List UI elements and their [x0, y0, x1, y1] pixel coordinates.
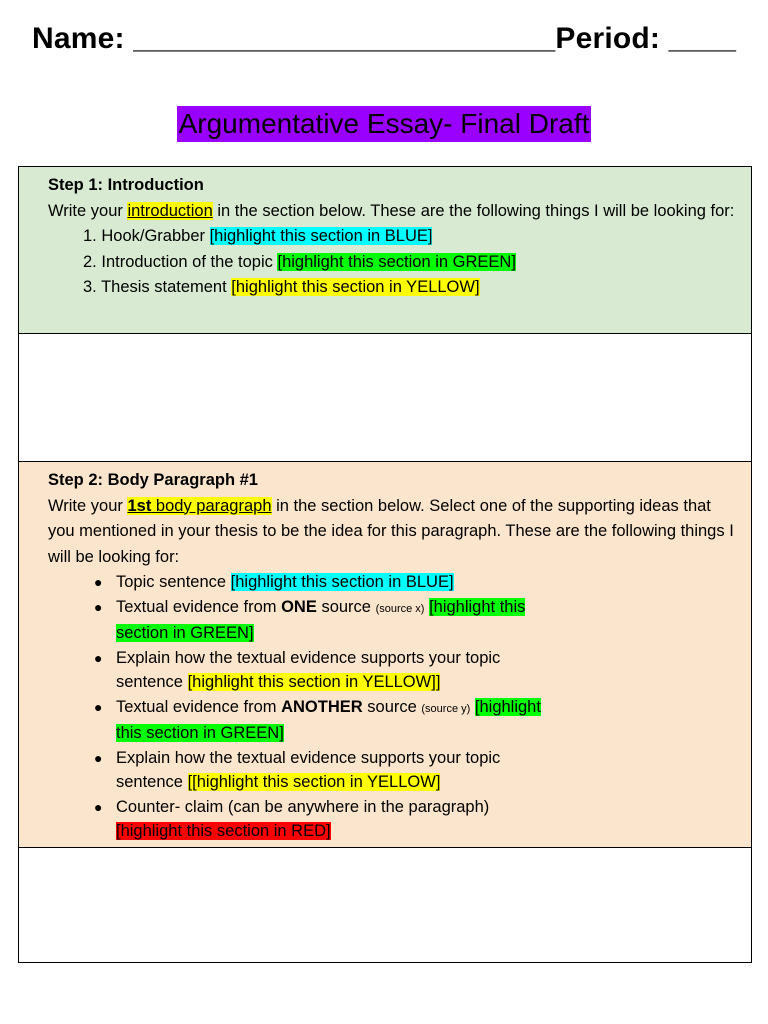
step1-list — [48, 224, 741, 301]
list-item: 3. Thesis statement [highlight this section in YELLOW] — [83, 278, 480, 296]
list-item: ● Explain how the textual evidence supports your topic sentence [highlight this section in YELLOW]] — [94, 648, 501, 691]
green-tag: [highlight — [474, 697, 541, 716]
step1-heading: Step 1: Introduction — [48, 176, 204, 194]
blue-tag: [highlight this section in BLUE] — [209, 227, 433, 245]
page-title: Argumentative Essay- Final Draft — [177, 106, 592, 142]
list-item: 2. Introduction of the topic [highlight this section in GREEN] — [83, 252, 516, 271]
list-item: 1. Hook/Grabber [highlight this section in BLUE] — [83, 227, 433, 245]
list-item: ● Topic sentence [highlight this section in BLUE] — [94, 573, 454, 591]
period-label: Period: ____ — [555, 22, 737, 55]
step1-answer-area[interactable] — [19, 334, 751, 462]
essay-table — [18, 166, 752, 963]
list-item: ● Textual evidence from ANOTHER source (source y) [highlight this section in GREEN] — [94, 697, 541, 742]
list-item: ● Explain how the textual evidence supports your topic sentence [[highlight this section in YELLOW] — [94, 748, 501, 791]
step2-heading: Step 2: Body Paragraph #1 — [48, 471, 258, 489]
body-paragraph-highlight: 1st body paragraph — [127, 496, 272, 515]
introduction-highlight: introduction — [127, 201, 213, 220]
blue-tag: [highlight this section in BLUE] — [230, 573, 454, 591]
red-tag: [highlight this section in RED] — [116, 822, 331, 840]
step2-intro: Write your 1st body paragraph in the section below. Select one of the supporting ideas that you mentioned in your thesis to be the idea for this paragraph. These are the following things I will be looking for: — [48, 496, 734, 566]
green-tag: [highlight this section in GREEN] — [277, 252, 516, 271]
title-wrap — [0, 106, 768, 142]
step2-instructions — [19, 462, 751, 848]
header — [32, 22, 737, 56]
yellow-tag: [highlight this section in YELLOW] — [231, 278, 480, 296]
step1-instructions — [19, 167, 751, 334]
list-item: ● Counter- claim (can be anywhere in the paragraph) [highlight this section in RED] — [94, 797, 490, 840]
step2-answer-area[interactable] — [19, 848, 751, 962]
yellow-tag: [highlight this section in YELLOW] — [192, 773, 441, 791]
name-label: Name: _________________________ — [32, 22, 556, 55]
list-item: ● Textual evidence from ONE source (source x) [highlight this section in GREEN] — [94, 597, 526, 642]
yellow-tag: [highlight this section in YELLOW] — [187, 673, 436, 691]
step1-intro: Write your introduction in the section below. These are the following things I will be looking for: — [48, 201, 735, 220]
step2-list — [48, 570, 741, 844]
green-tag: [highlight this — [429, 597, 526, 616]
